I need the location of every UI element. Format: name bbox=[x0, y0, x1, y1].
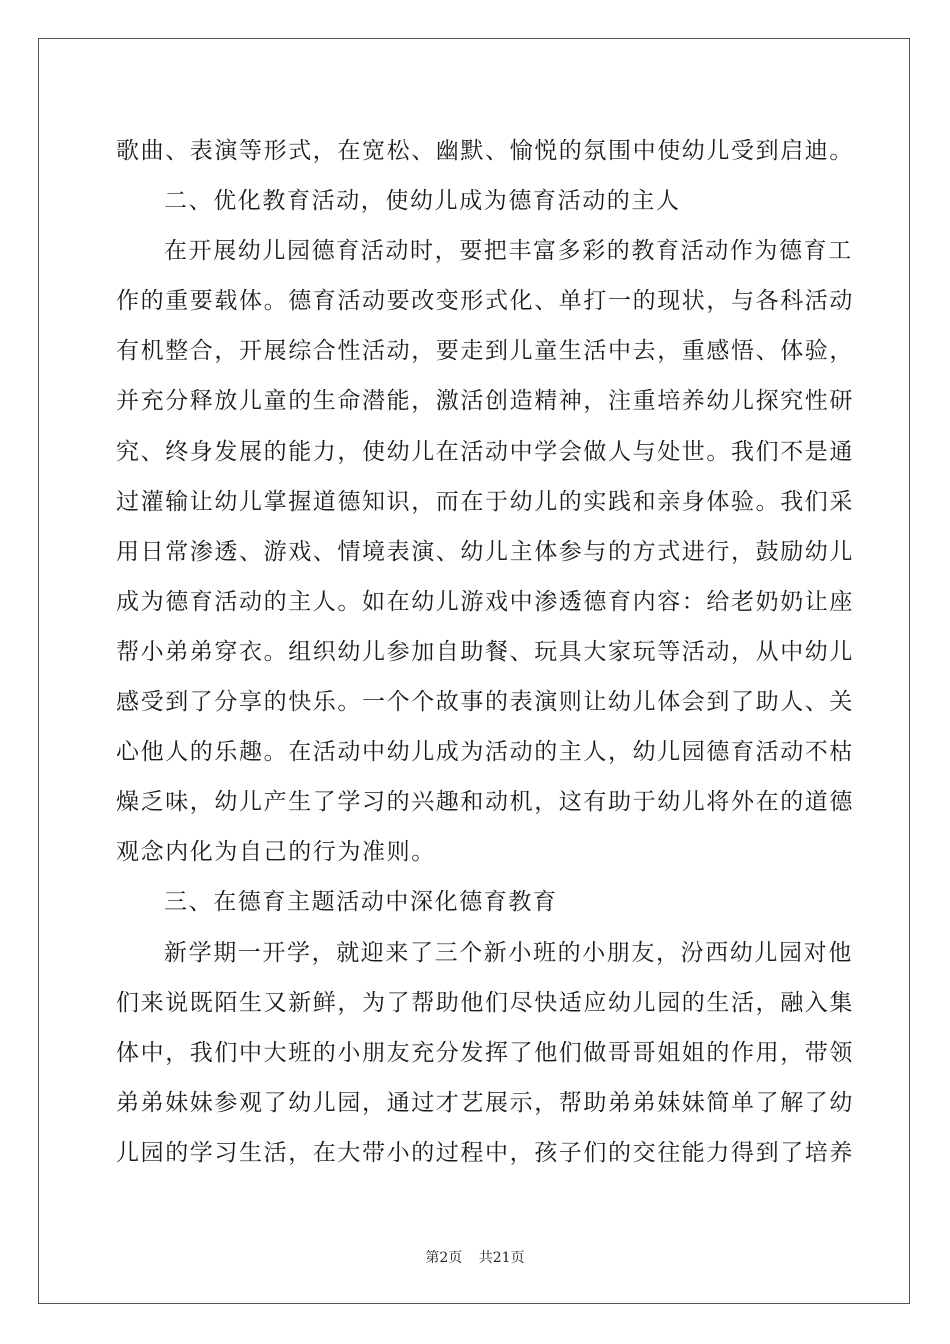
text-line: 究、终身发展的能力，使幼儿在活动中学会做人与处世。我们不是通 bbox=[116, 438, 854, 465]
text-line: 有机整合，开展综合性活动，要走到儿童生活中去，重感悟、体验， bbox=[116, 338, 854, 365]
text-line: 体中，我们中大班的小朋友充分发挥了他们做哥哥姐姐的作用，带领 bbox=[116, 1039, 854, 1066]
text-line: 观念内化为自己的行为准则。 bbox=[116, 839, 436, 866]
text-line: 歌曲、表演等形式，在宽松、幽默、愉悦的氛围中使幼儿受到启迪。 bbox=[116, 138, 854, 164]
text-line: 儿园的学习生活，在大带小的过程中，孩子们的交往能力得到了培养 bbox=[116, 1139, 854, 1166]
text-line: 作的重要载体。德育活动要改变形式化、单打一的现状，与各科活动 bbox=[116, 288, 854, 315]
text-line: 心他人的乐趣。在活动中幼儿成为活动的主人，幼儿园德育活动不枯 bbox=[116, 739, 854, 766]
text-line: 弟弟妹妹参观了幼儿园，通过才艺展示，帮助弟弟妹妹简单了解了幼 bbox=[116, 1089, 854, 1116]
text-line: 感受到了分享的快乐。一个个故事的表演则让幼儿体会到了助人、关 bbox=[116, 689, 854, 716]
page-total: 共21页 bbox=[478, 1250, 525, 1266]
text-line: 并充分释放儿童的生命潜能，激活创造精神，注重培养幼儿探究性研 bbox=[116, 388, 854, 415]
text-line: 在开展幼儿园德育活动时，要把丰富多彩的教育活动作为德育工 bbox=[164, 238, 853, 265]
section-heading: 二、优化教育活动，使幼儿成为德育活动的主人 bbox=[164, 188, 681, 215]
text-line: 燥乏味，幼儿产生了学习的兴趣和动机，这有助于幼儿将外在的道德 bbox=[116, 789, 854, 816]
page-number: 第2页 bbox=[425, 1250, 463, 1266]
text-line: 用日常渗透、游戏、情境表演、幼儿主体参与的方式进行，鼓励幼儿 bbox=[116, 538, 854, 565]
text-line: 帮小弟弟穿衣。组织幼儿参加自助餐、玩具大家玩等活动，从中幼儿 bbox=[116, 638, 854, 665]
text-line: 过灌输让幼儿掌握道德知识，而在于幼儿的实践和亲身体验。我们采 bbox=[116, 488, 854, 515]
text-line: 们来说既陌生又新鲜，为了帮助他们尽快适应幼儿园的生活，融入集 bbox=[116, 989, 854, 1016]
document-body bbox=[116, 126, 854, 1178]
section-heading: 三、在德育主题活动中深化德育教育 bbox=[164, 889, 558, 916]
text-line: 成为德育活动的主人。如在幼儿游戏中渗透德育内容：给老奶奶让座 bbox=[116, 588, 854, 615]
text-line: 新学期一开学，就迎来了三个新小班的小朋友，汾西幼儿园对他 bbox=[164, 939, 853, 966]
page-footer bbox=[0, 1247, 950, 1267]
